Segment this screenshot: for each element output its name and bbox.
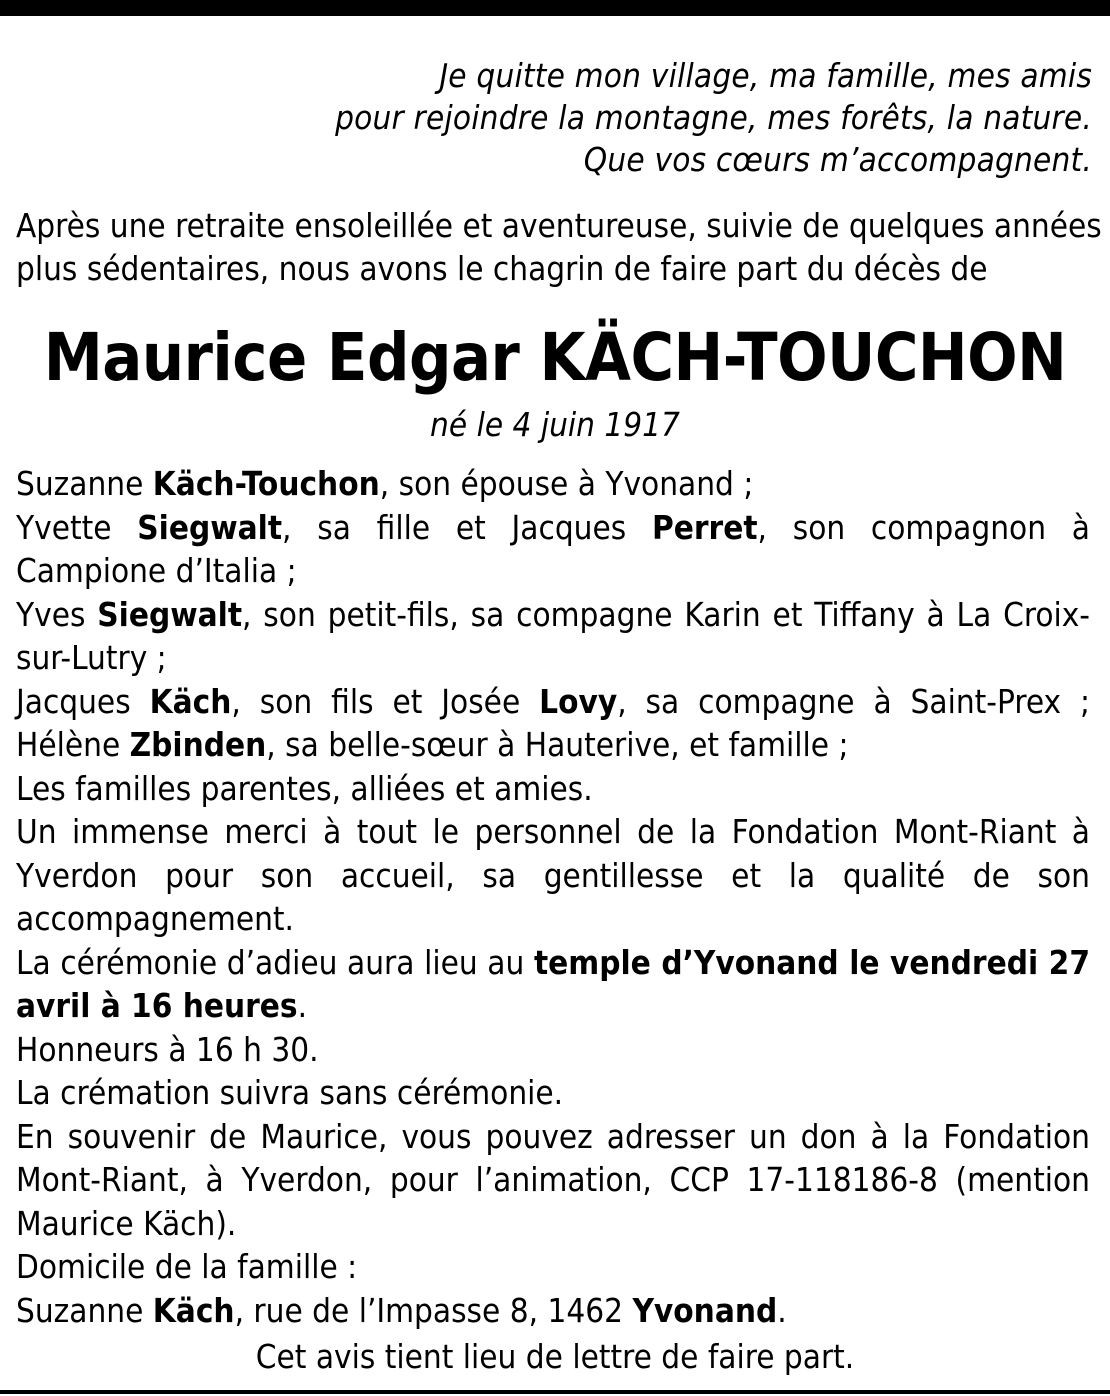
family-surname: Siegwalt [97,594,243,634]
ceremony-suffix: . [297,986,308,1025]
family-surname: Siegwalt [137,507,283,547]
family-surname: Zbinden [129,725,267,764]
family-entry [16,462,1090,506]
honours-line: Honneurs à 16 h 30. [16,1029,319,1069]
domicile-label: Domicile de la famille : [16,1247,358,1286]
family-first-name: Yves [16,594,98,634]
family-entry [16,506,1090,593]
ceremony-paragraph [16,941,1090,1028]
domicile-first-name: Suzanne [16,1290,153,1330]
ceremony-details: temple d’Yvonand le vendredi 27 avril à 16 heures [16,942,1090,1025]
deceased-name: Maurice Edgar KÄCH-TOUCHON [43,319,1067,396]
cremation-line: La crémation suivra sans cérémonie. [16,1073,564,1112]
intro-paragraph [16,204,1102,290]
family-first-name: Jacques [16,681,150,721]
family-relation: , son fils et Josée [231,681,540,721]
family-relation: , son épouse à Yvonand ; [379,464,754,503]
family-entry [16,680,1090,767]
ceremony-prefix: La cérémonie d’adieu aura lieu au [16,942,534,982]
closing-line: Cet avis tient lieu de lettre de faire part. [255,1337,855,1376]
family-first-name: Suzanne [16,464,153,503]
domicile-surname: Käch [152,1290,235,1330]
notice-body [16,462,1090,1332]
intro-line: plus sédentaires, nous avons le chagrin de faire part du décès de [16,249,988,288]
poem-line: Je quitte mon village, ma famille, mes amis [439,56,1092,95]
donation-paragraph: En souvenir de Maurice, vous pouvez adresser un don à la Fondation Mont-Riant, à Yverdon, pour l’animation, CCP 17-118186-8 (mention Maurice Käch). [16,1116,1090,1243]
family-relation: , son compagnon à Campione d’Italia ; [16,507,1090,590]
family-surname: Käch [149,681,232,721]
family-relation: , sa fille et Jacques [282,507,652,547]
family-relation: , sa belle-sœur à Hauterive, et famille ; [266,725,849,764]
family-entry [16,593,1090,680]
bottom-rule [0,1390,1110,1394]
family-entry: Les familles parentes, alliées et amies. [16,768,593,808]
intro-line: Après une retraite ensoleillée et aventureuse, suivie de quelques années [16,206,1102,245]
top-rule [0,0,1110,16]
family-surname: Käch-Touchon [152,464,380,503]
epitaph-poem [335,55,1092,181]
birth-date: né le 4 juin 1917 [430,405,680,444]
thanks-paragraph: Un immense merci à tout le personnel de la Fondation Mont-Riant à Yverdon pour son accueil, sa gentillesse et la qualité de son accompagnement. [16,812,1090,938]
domicile-address [16,1289,1090,1333]
family-first-name: Yvette [16,507,138,547]
domicile-street: , rue de l’Impasse 8, 1462 [234,1290,633,1330]
poem-line: Que vos cœurs m’accompagnent. [583,140,1092,179]
poem-line: pour rejoindre la montagne, mes forêts, la nature. [335,98,1092,137]
family-surname: Lovy [539,681,618,721]
family-surname: Perret [652,507,758,547]
family-relation: , son petit-fils, sa compagne Karin et Tiffany à La Croix-sur-Lutry ; [16,594,1091,677]
family-relation: , sa compagne à Saint-Prex ; Hélène [16,681,1091,764]
domicile-end: . [777,1290,787,1330]
domicile-town: Yvonand [632,1290,778,1330]
